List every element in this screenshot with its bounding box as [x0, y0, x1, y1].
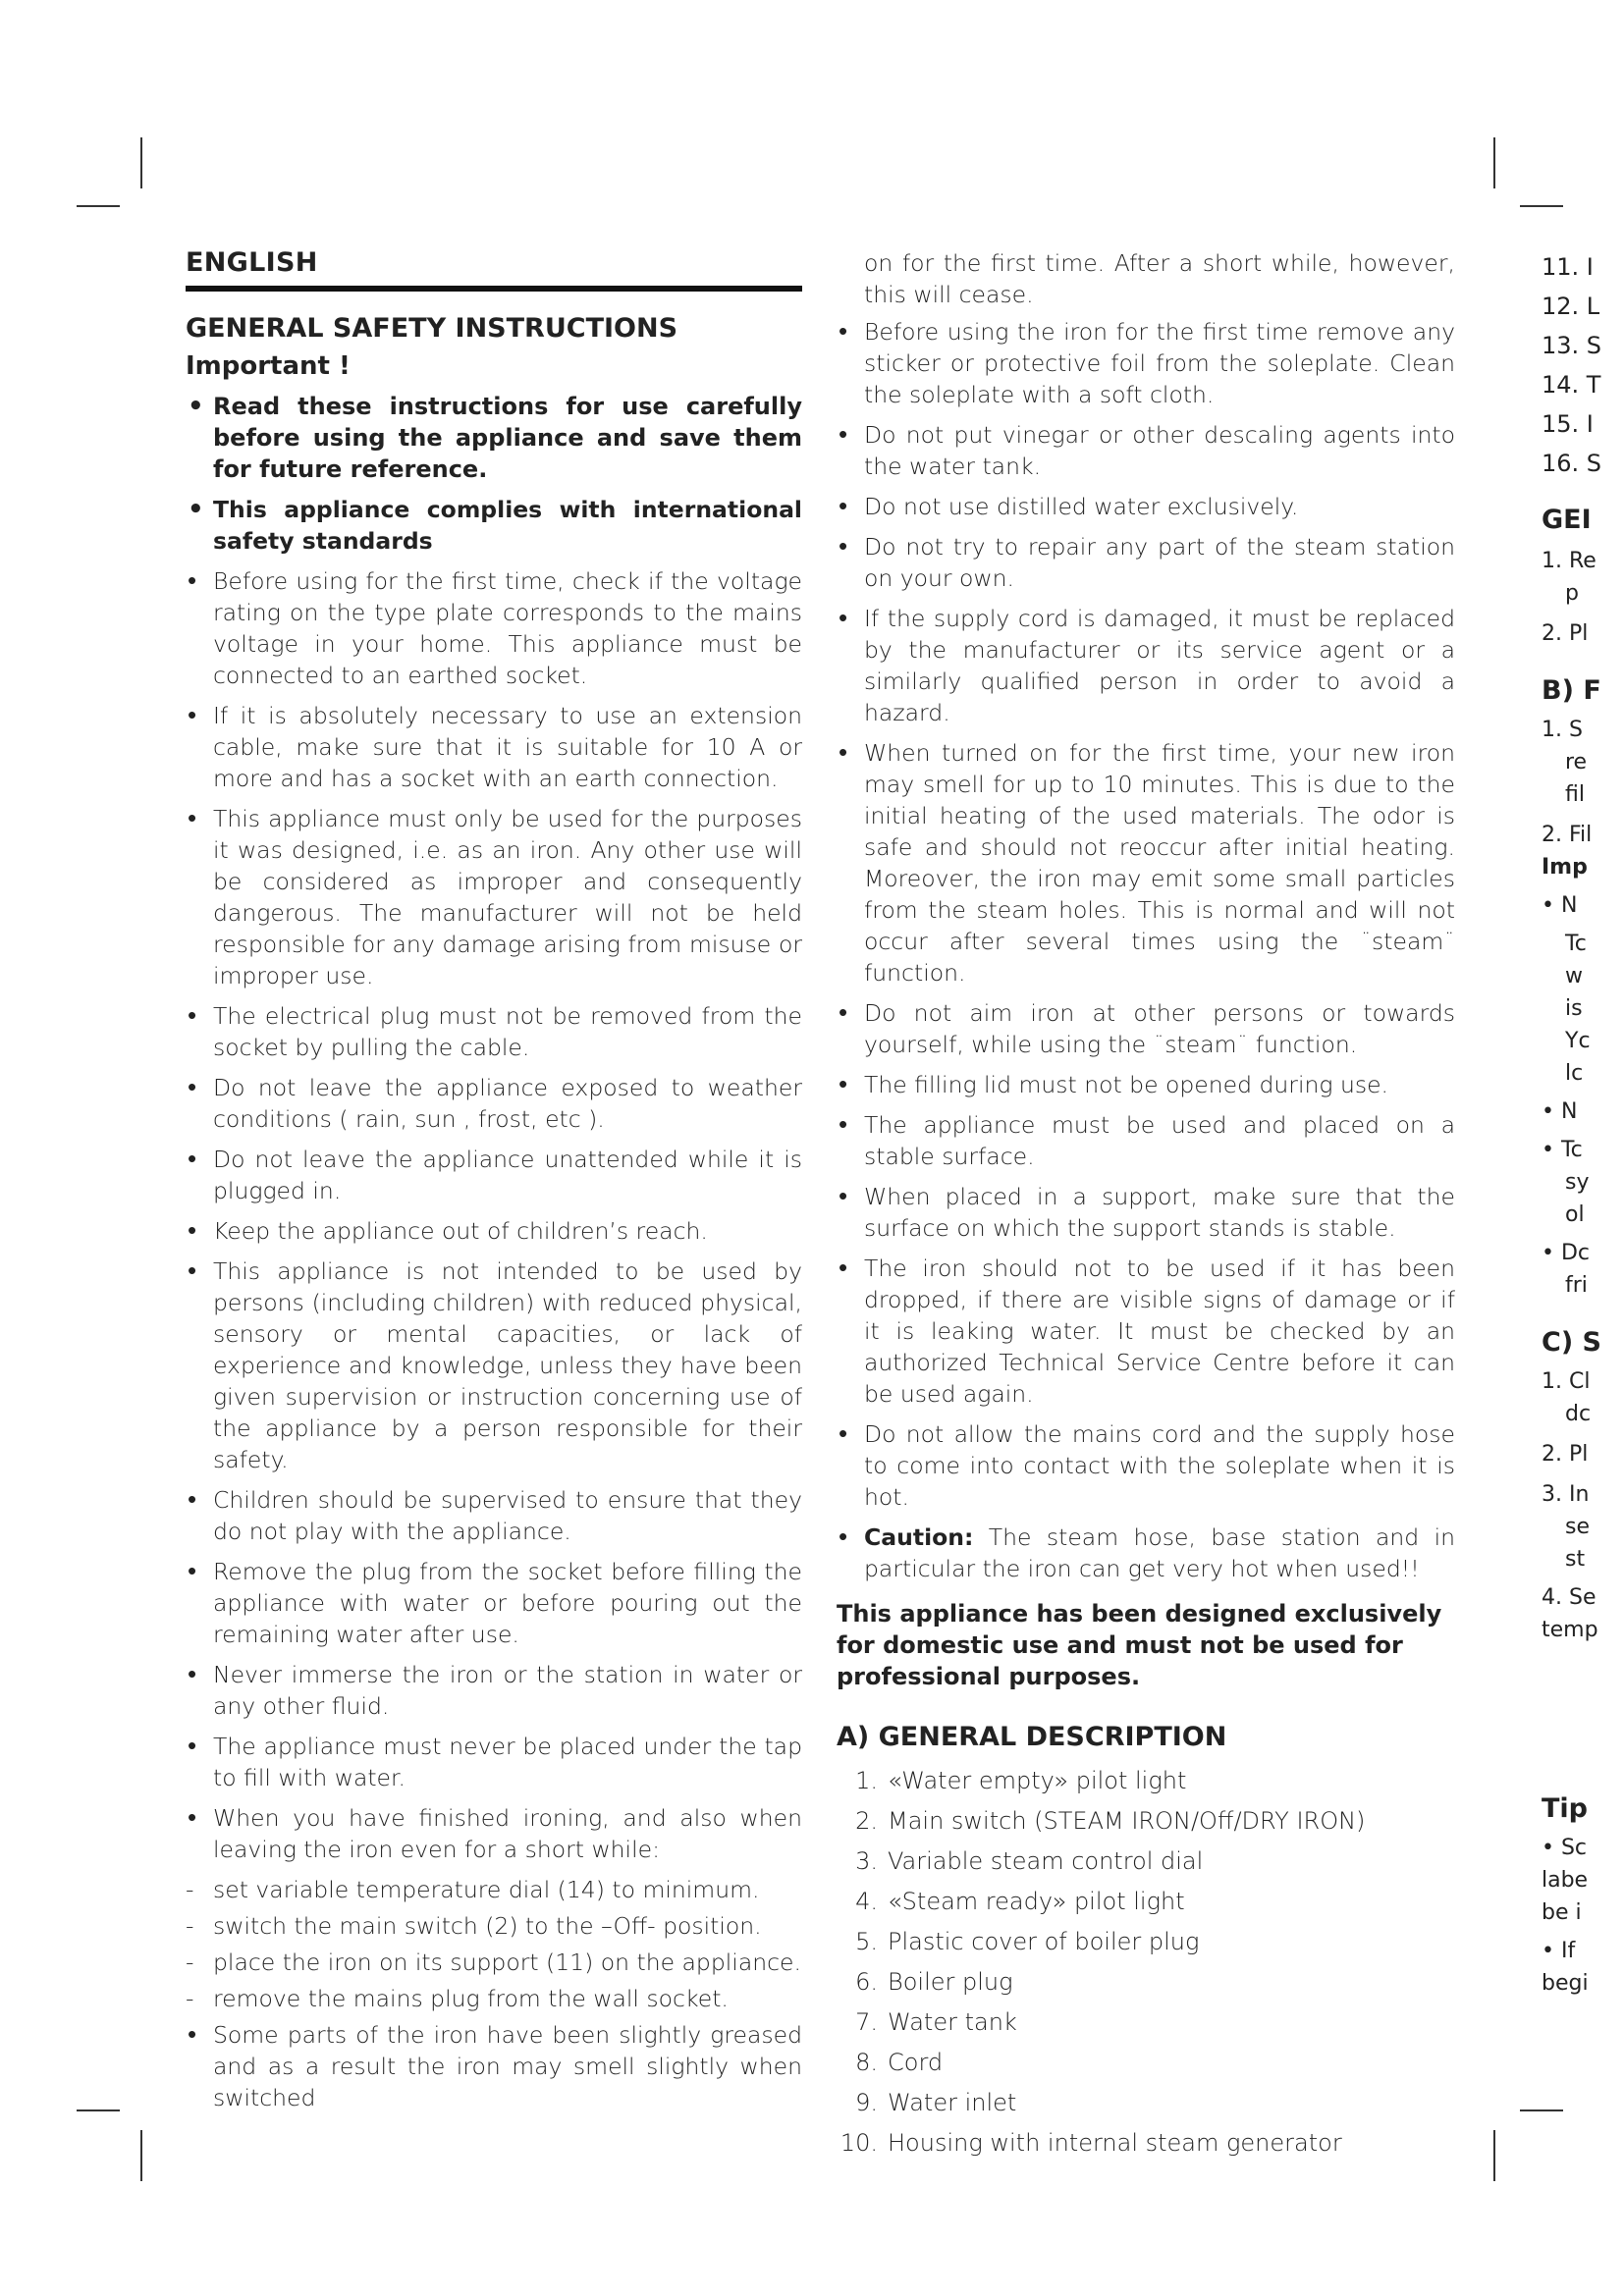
item-number: 5.: [855, 1928, 878, 1955]
list-item: 12. L: [1542, 293, 1600, 320]
safety-item: • If the supply cord is damaged, it must be replaced by the manufacturer or its service agent or a similarly qualified person in order to avoid a hazard.: [837, 603, 1455, 728]
safety-item: • The filling lid must not be opened during use.: [837, 1069, 1455, 1100]
crop-mark: [1520, 205, 1563, 207]
safety-item: • The electrical plug must not be removed from the socket by pulling the cable.: [186, 1000, 802, 1063]
list-item: 11. I: [1542, 253, 1594, 281]
description-item: [837, 2046, 1455, 2079]
safety-item: • When you have finished ironing, and also when leaving the iron even for a short while:: [186, 1802, 802, 1865]
description-item: [837, 2086, 1455, 2119]
item-number: 3.: [855, 1847, 878, 1875]
domestic-use-note: This appliance has been designed exclusively for domestic use and must not be used for professional purposes.: [837, 1600, 1442, 1690]
section-title: GEI: [1542, 505, 1592, 535]
text-fragment: is: [1565, 996, 1583, 1021]
text-fragment: dc: [1565, 1402, 1592, 1426]
text-fragment: lc: [1565, 1061, 1584, 1086]
text-fragment: 1. Re: [1542, 549, 1597, 573]
item-label: Cord: [888, 2049, 944, 2076]
safety-item: • Do not allow the mains cord and the supply hose to come into contact with the soleplate when it is hot.: [837, 1418, 1455, 1513]
safety-item: • Do not try to repair any part of the steam station on your own.: [837, 531, 1455, 594]
safety-item: • If it is absolutely necessary to use an extension cable, make sure that it is suitable for 10 A or more and has a socket with an earth connection.: [186, 700, 802, 794]
text-fragment: labe: [1542, 1868, 1589, 1893]
description-item: [837, 1844, 1455, 1878]
safety-item: • Before using for the first time, check if the voltage rating on the type plate corresponds to the mains voltage in your home. This appliance must be connected to an earthed socket.: [186, 565, 802, 691]
safety-item: • Do not leave the appliance unattended while it is plugged in.: [186, 1144, 802, 1206]
list-item: 16. S: [1542, 450, 1602, 477]
crop-mark: [140, 137, 142, 188]
general-description-title: A) GENERAL DESCRIPTION: [837, 1722, 1227, 1752]
text-fragment: • N: [1542, 1099, 1578, 1124]
safety-item: • Remove the plug from the socket before filling the appliance with water or before pouring out the remaining water after use.: [186, 1556, 802, 1650]
text-fragment: be i: [1542, 1900, 1582, 1925]
crop-mark: [1493, 137, 1495, 188]
text-fragment: 3. In: [1542, 1482, 1590, 1507]
column-middle: [837, 247, 1455, 2166]
item-label: Water inlet: [888, 2089, 1017, 2116]
crop-mark: [140, 2130, 142, 2181]
text-fragment: Yc: [1565, 1029, 1591, 1053]
list-item: 15. I: [1542, 410, 1594, 438]
safety-item: • Read these instructions for use carefully before using the appliance and save them for future reference.: [186, 391, 802, 485]
item-number: 8.: [855, 2049, 878, 2076]
text-fragment: p: [1565, 581, 1579, 606]
crop-mark: [1493, 2130, 1495, 2181]
item-number: 2.: [855, 1807, 878, 1835]
general-description-list: [837, 1764, 1455, 2160]
section-title: B) F: [1542, 675, 1601, 706]
safety-item: • Before using the iron for the first time remove any sticker or protective foil from the soleplate. Clean the soleplate with a soft cloth.: [837, 316, 1455, 410]
important-label: Important !: [186, 351, 351, 381]
item-number: 4.: [855, 1888, 878, 1915]
sub-step-item: - set variable temperature dial (14) to minimum.: [186, 1874, 802, 1905]
text-fragment: temp: [1542, 1618, 1598, 1642]
text-fragment: sy: [1565, 1170, 1590, 1195]
section-title: Tip: [1542, 1793, 1588, 1824]
text-fragment: fri: [1565, 1273, 1588, 1298]
safety-item: • Some parts of the iron have been slightly greased and as a result the iron may smell slightly when switched: [186, 2019, 802, 2113]
safety-item: • The iron should not to be used if it has been dropped, if there are visible signs of damage or if it is leaking water. It must be checked by an authorized Technical Service Centre before it can be used again.: [837, 1253, 1455, 1410]
column-right-clipped: [1542, 247, 1624, 2000]
section-title: GENERAL SAFETY INSTRUCTIONS: [186, 313, 678, 344]
item-number: 6.: [855, 1968, 878, 1996]
safety-item: • The appliance must never be placed under the tap to fill with water.: [186, 1731, 802, 1793]
description-item: [837, 1804, 1455, 1838]
text-fragment: 2. Pl: [1542, 1442, 1589, 1467]
item-label: Housing with internal steam generator: [888, 2129, 1342, 2157]
text-fragment: ol: [1565, 1202, 1585, 1227]
text-fragment: Tc: [1565, 932, 1587, 956]
list-item: 14. T: [1542, 371, 1601, 399]
crop-mark: [77, 205, 120, 207]
caution-label: Caution:: [864, 1523, 974, 1551]
safety-list-continued: [837, 316, 1455, 1513]
safety-item: • Children should be supervised to ensure that they do not play with the appliance.: [186, 1484, 802, 1547]
text-fragment: 2. Fil: [1542, 823, 1593, 847]
crop-mark: [1520, 2109, 1563, 2111]
text-fragment: 1. S: [1542, 718, 1583, 742]
description-item: [837, 1925, 1455, 1958]
important-label: Imp: [1542, 855, 1588, 880]
safety-item: • Do not put vinegar or other descaling agents into the water tank.: [837, 419, 1455, 482]
text-fragment: st: [1565, 1547, 1586, 1572]
description-item: [837, 1885, 1455, 1918]
item-number: 10.: [839, 2129, 878, 2157]
text-fragment: begi: [1542, 1971, 1589, 1996]
safety-item: • This appliance is not intended to be used by persons (including children) with reduced physical, sensory or mental capacities, or lack of experience and knowledge, unless they have been given supervision or instruction concerning use of the appliance by a person responsible for their safety.: [186, 1255, 802, 1475]
safety-item: • When placed in a support, make sure that the surface on which the support stands is stable.: [837, 1181, 1455, 1244]
safety-item: • Do not aim iron at other persons or towards yourself, while using the ¨steam¨ function.: [837, 997, 1455, 1060]
item-label: «Water empty» pilot light: [888, 1767, 1187, 1794]
item-number: 7.: [855, 2008, 878, 2036]
language-title: ENGLISH: [186, 247, 802, 292]
description-item: [837, 1965, 1455, 1999]
continuation-list: [837, 247, 1455, 310]
column-left: [186, 247, 802, 2122]
text-fragment: 1. Cl: [1542, 1369, 1591, 1394]
item-label: «Steam ready» pilot light: [888, 1888, 1185, 1915]
item-label: Water tank: [888, 2008, 1017, 2036]
safety-item: • This appliance must only be used for the purposes it was designed, i.e. as an iron. Any other use will be considered as improper and consequently dangerous. The manufacturer will not be held responsible for any damage arising from misuse or improper use.: [186, 803, 802, 991]
text-fragment: • N: [1542, 893, 1578, 918]
text-fragment: w: [1565, 964, 1583, 988]
description-item: [837, 2126, 1455, 2160]
safety-item: • Never immerse the iron or the station in water or any other fluid.: [186, 1659, 802, 1722]
caution-list: [837, 1522, 1455, 1584]
item-label: Plastic cover of boiler plug: [888, 1928, 1200, 1955]
sub-step-item: - remove the mains plug from the wall socket.: [186, 1983, 802, 2014]
text-fragment: re: [1565, 750, 1588, 774]
description-item: [837, 1764, 1455, 1797]
safety-list: [186, 391, 802, 2113]
text-fragment: se: [1565, 1515, 1590, 1539]
text-fragment: • Sc: [1542, 1836, 1588, 1860]
safety-item: • When turned on for the first time, your new iron may smell for up to 10 minutes. This is due to the initial heating of the used materials. The odor is safe and should not reoccur after initial heating. Moreover, the iron may emit some small particles from the steam holes. This is normal and will not occur after several times using the ¨steam¨ function.: [837, 737, 1455, 988]
sub-step-item: - place the iron on its support (11) on the appliance.: [186, 1947, 802, 1978]
item-label: Main switch (STEAM IRON/Off/DRY IRON): [888, 1807, 1366, 1835]
safety-item: • Do not leave the appliance exposed to weather conditions ( rain, sun , frost, etc ).: [186, 1072, 802, 1135]
description-item: [837, 2005, 1455, 2039]
caution-item: [837, 1522, 1455, 1584]
safety-item: • Keep the appliance out of children’s reach.: [186, 1215, 802, 1247]
text-fragment: fil: [1565, 782, 1585, 807]
safety-item: • This appliance complies with international safety standards: [186, 494, 802, 557]
text-fragment: 2. Pl: [1542, 621, 1589, 646]
crop-mark: [77, 2109, 120, 2111]
item-label: Variable steam control dial: [888, 1847, 1204, 1875]
text-fragment: • If: [1542, 1939, 1576, 1963]
item-label: Boiler plug: [888, 1968, 1013, 1996]
section-title: C) S: [1542, 1327, 1602, 1358]
sub-step-item: - switch the main switch (2) to the –Off- position.: [186, 1910, 802, 1942]
item-number: 1.: [855, 1767, 878, 1794]
text-fragment: • Dc: [1542, 1241, 1591, 1265]
item-number: 9.: [855, 2089, 878, 2116]
text-fragment: • Tc: [1542, 1138, 1583, 1162]
safety-item: • The appliance must be used and placed on a stable surface.: [837, 1109, 1455, 1172]
list-item: 13. S: [1542, 332, 1602, 359]
caution-text: The steam hose, base station and in particular the iron can get very hot when used!!: [864, 1523, 1455, 1582]
text-fragment: 4. Se: [1542, 1585, 1597, 1610]
continuation-text: on for the first time. After a short while, however, this will cease.: [864, 249, 1455, 308]
safety-item: • Do not use distilled water exclusively.: [837, 491, 1455, 522]
